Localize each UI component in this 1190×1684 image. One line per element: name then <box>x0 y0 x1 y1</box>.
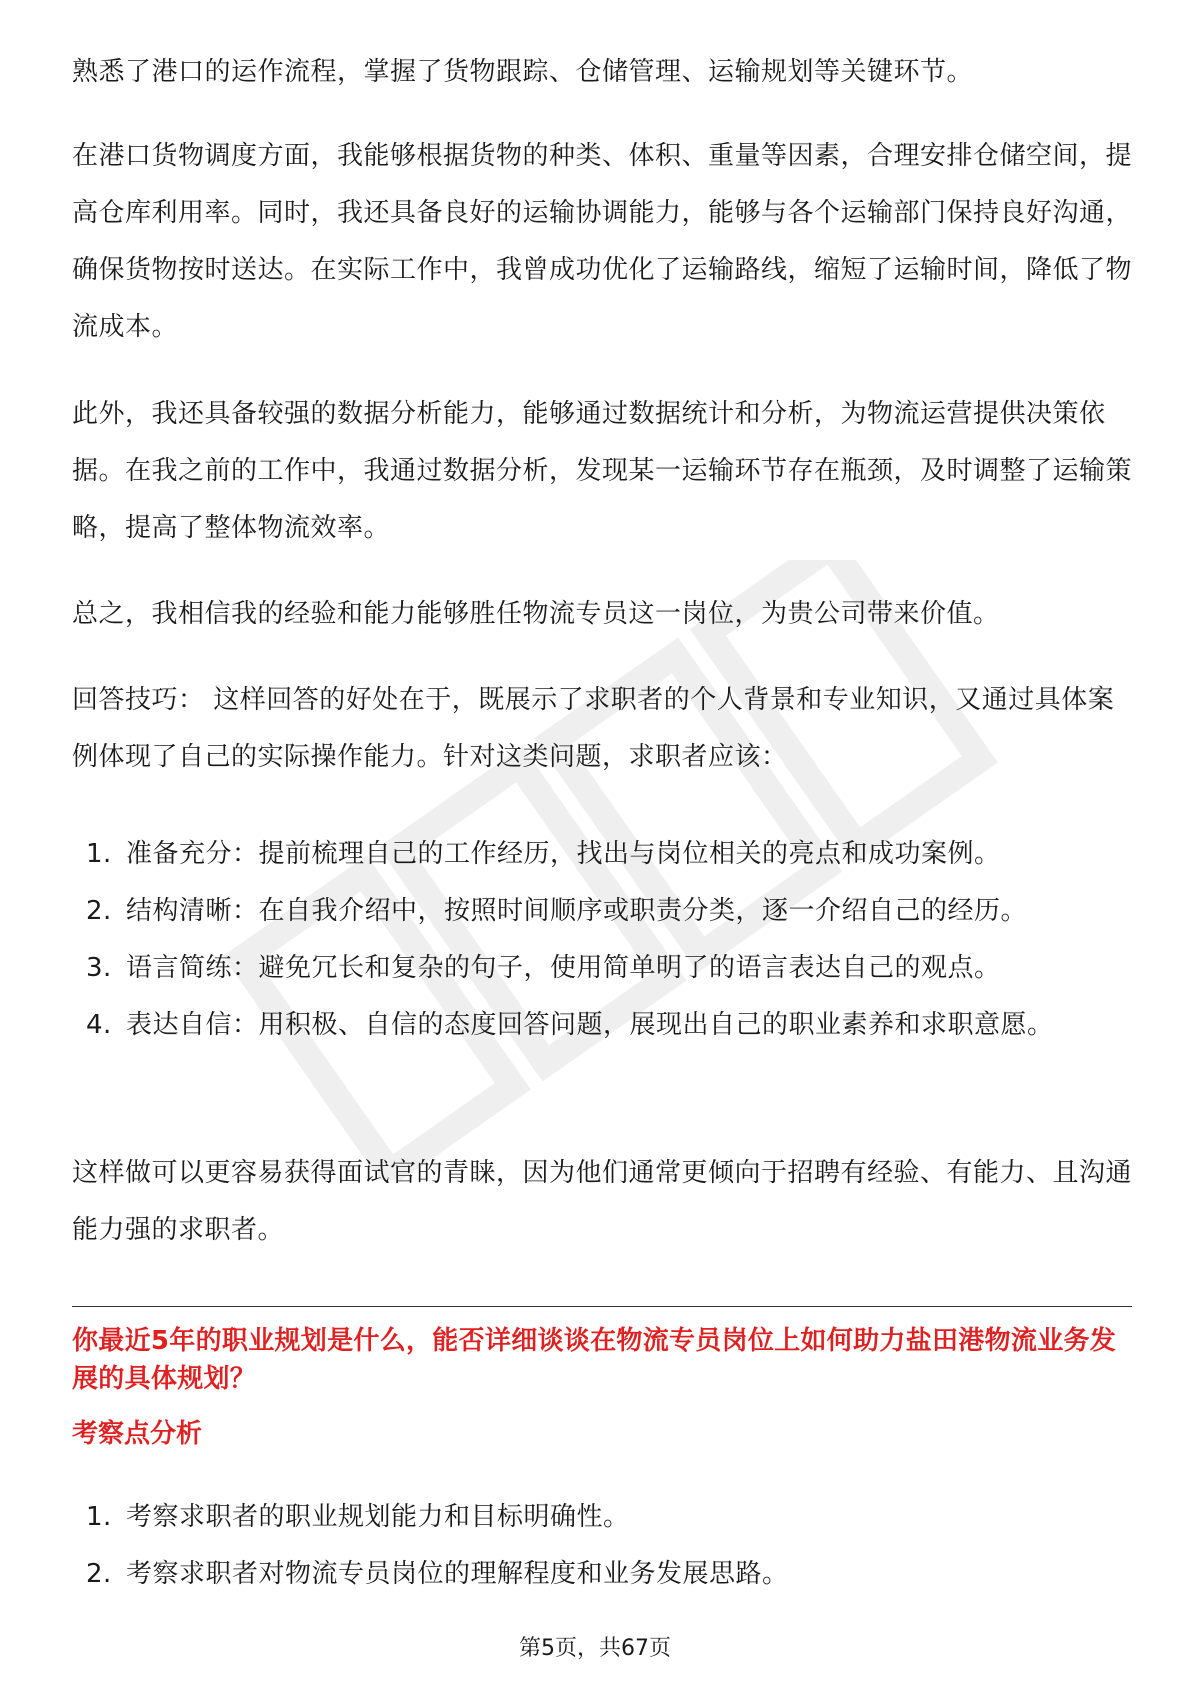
list-item <box>72 883 1132 940</box>
paragraph-data-analysis: 此外，我还具备较强的数据分析能力，能够通过数据统计和分析，为物流运营提供决策依据。在我之前的工作中，我通过数据分析，发现某一运输环节存在瓶颈，及时调整了运输策略，提高了整体物流效率。 <box>72 399 1133 543</box>
tips-list <box>72 826 1132 1054</box>
section-divider <box>72 1306 1132 1307</box>
analysis-heading: 考察点分析 <box>72 1419 203 1449</box>
list-number: 4. <box>86 1010 112 1040</box>
paragraph-summary: 这样做可以更容易获得面试官的青睐，因为他们通常更倾向于招聘有经验、有能力、且沟通能力强的求职者。 <box>72 1158 1133 1245</box>
list-number: 3. <box>86 953 112 983</box>
list-item <box>72 997 1132 1054</box>
list-item-text: 考察求职者对物流专员岗位的理解程度和业务发展思路。 <box>126 1559 789 1589</box>
paragraph-conclusion: 总之，我相信我的经验和能力能够胜任物流专员这一岗位，为贵公司带来价值。 <box>72 599 1000 629</box>
list-item-text: 结构清晰：在自我介绍中，按照时间顺序或职责分类，逐一介绍自己的经历。 <box>126 896 1028 926</box>
list-number: 2. <box>86 1559 112 1589</box>
list-item-text: 语言简练：避免冗长和复杂的句子，使用简单明了的语言表达自己的观点。 <box>126 953 1001 983</box>
list-number: 1. <box>86 1502 112 1532</box>
list-number: 2. <box>86 896 112 926</box>
list-item <box>72 940 1132 997</box>
interview-question: 你最近5年的职业规划是什么，能否详细谈谈在物流专员岗位上如何助力盐田港物流业务发展的具体规划？ <box>72 1326 1117 1394</box>
list-number: 1. <box>86 839 112 869</box>
list-item-text: 准备充分：提前梳理自己的工作经历，找出与岗位相关的亮点和成功案例。 <box>126 839 1001 869</box>
page-footer: 第5页，共67页 <box>519 1636 671 1661</box>
paragraph-cargo-scheduling: 在港口货物调度方面，我能够根据货物的种类、体积、重量等因素，合理安排仓储空间，提高仓库利用率。同时，我还具备良好的运输协调能力，能够与各个运输部门保持良好沟通，确保货物按时送达。在实际工作中，我曾成功优化了运输路线，缩短了运输时间，降低了物流成本。 <box>72 141 1133 342</box>
list-item-text: 考察求职者的职业规划能力和目标明确性。 <box>126 1502 630 1532</box>
list-item <box>72 826 1132 883</box>
paragraph-port-operations: 熟悉了港口的运作流程，掌握了货物跟踪、仓储管理、运输规划等关键环节。 <box>72 57 974 87</box>
list-item <box>72 1489 1132 1546</box>
list-item <box>72 1546 1132 1603</box>
analysis-list <box>72 1489 1132 1603</box>
paragraph-answer-tips: 回答技巧： 这样回答的好处在于，既展示了求职者的个人背景和专业知识，又通过具体案例体现了自己的实际操作能力。针对这类问题，求职者应该： <box>72 685 1115 772</box>
list-item-text: 表达自信：用积极、自信的态度回答问题，展现出自己的职业素养和求职意愿。 <box>126 1010 1054 1040</box>
